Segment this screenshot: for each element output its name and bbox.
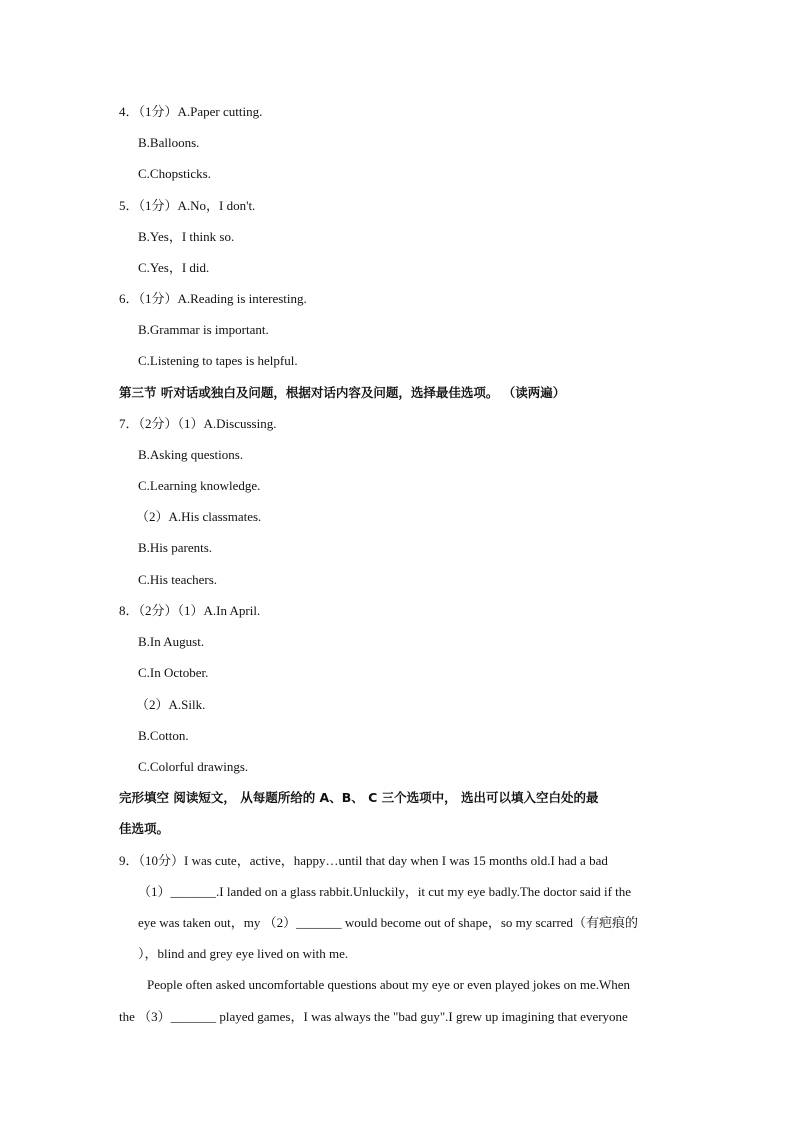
question-7-stem: 7．（2分）（1）A.Discussing. xyxy=(119,416,277,431)
question-9-line-1: 9．（10分）I was cute，active，happy…until that day when I was 15 months old.I had a bad xyxy=(119,853,608,868)
question-8-part2-option-c: C.Colorful drawings. xyxy=(138,759,249,774)
question-7-part1-option-b: B.Asking questions. xyxy=(138,447,244,462)
question-7-part2-option-b: B.His parents. xyxy=(138,540,213,555)
question-8-part2-option-a: （2）A.Silk. xyxy=(136,697,206,712)
question-8-part1-option-b: B.In August. xyxy=(138,634,205,649)
cloze-heading-line-2: 佳选项。 xyxy=(119,821,170,836)
question-7-part1-option-c: C.Learning knowledge. xyxy=(138,478,261,493)
question-8-part1-option-c: C.In October. xyxy=(138,665,209,680)
question-5-option-b: B.Yes，I think so. xyxy=(138,229,235,244)
question-9-line-3: eye was taken out，my （2）_______ would become out of shape，so my scarred（有疤痕的 xyxy=(138,915,639,930)
question-4-option-c: C.Chopsticks. xyxy=(138,166,211,181)
question-4-option-b: B.Balloons. xyxy=(138,135,200,150)
question-8-stem: 8．（2分）（1）A.In April. xyxy=(119,603,261,618)
question-6-option-b: B.Grammar is important. xyxy=(138,322,269,337)
question-9-paragraph-2-line-2: the （3）_______ played games，I was always the "bad guy".I grew up imagining that everyone xyxy=(119,1009,628,1024)
question-9-line-2: （1）_______.I landed on a glass rabbit.Unluckily，it cut my eye badly.The doctor said if the xyxy=(138,884,632,899)
question-7-part2-option-c: C.His teachers. xyxy=(138,572,218,587)
section-3-heading: 第三节 听对话或独白及问题，根据对话内容及问题，选择最佳选项。 （读两遍） xyxy=(119,385,566,400)
cloze-heading-line-1: 完形填空 阅读短文， 从每题所给的 A、B、 C 三个选项中， 选出可以填入空白处的最 xyxy=(119,790,599,805)
question-9-line-4: ），blind and grey eye lived on with me. xyxy=(138,946,349,961)
question-5-option-c: C.Yes，I did. xyxy=(138,260,210,275)
question-6-option-c: C.Listening to tapes is helpful. xyxy=(138,353,298,368)
question-5-stem: 5．（1分）A.No，I don't. xyxy=(119,198,256,213)
question-8-part2-option-b: B.Cotton. xyxy=(138,728,189,743)
question-9-paragraph-2-line-1: People often asked uncomfortable questions about my eye or even played jokes on me.When xyxy=(147,977,631,992)
question-6-stem: 6．（1分）A.Reading is interesting. xyxy=(119,291,307,306)
question-4-stem: 4．（1分）A.Paper cutting. xyxy=(119,104,263,119)
question-7-part2-option-a: （2）A.His classmates. xyxy=(136,509,262,524)
